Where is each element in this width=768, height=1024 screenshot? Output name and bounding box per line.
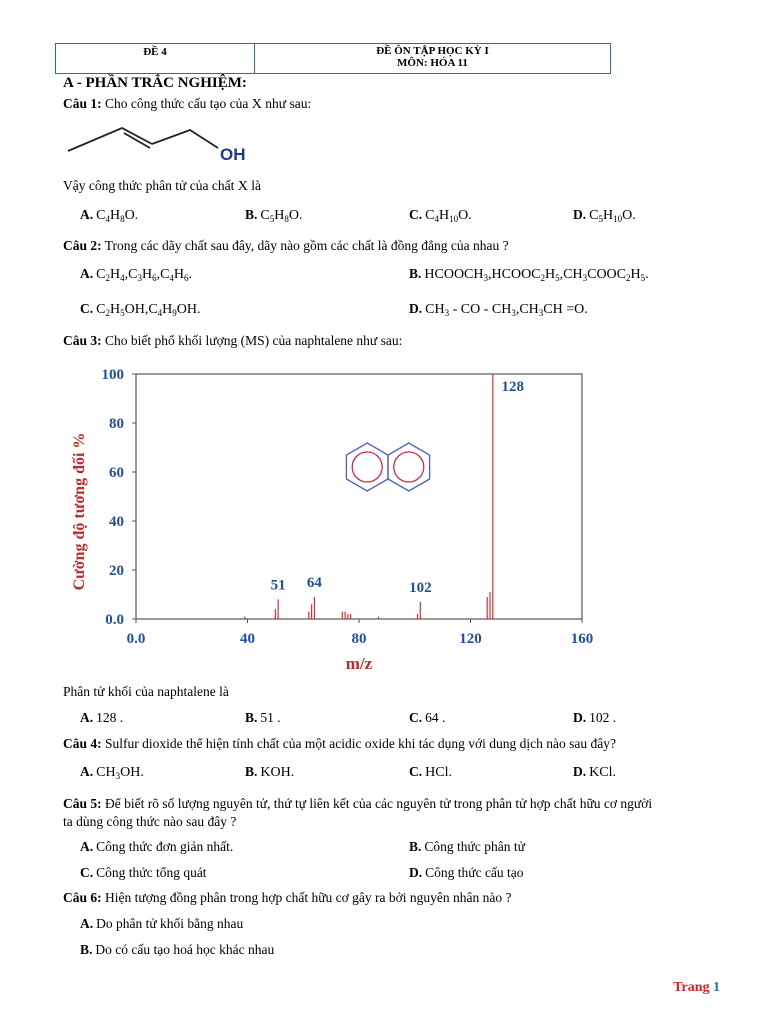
option-label: A. bbox=[80, 764, 94, 779]
footer-label: Trang bbox=[673, 980, 710, 995]
question-2-text: Trong các dãy chất sau đây, dãy nào gồm các chất là đồng đẳng của nhau ? bbox=[104, 238, 509, 253]
naphthalene-circle-left bbox=[352, 452, 382, 482]
q4-option-b[interactable] bbox=[245, 764, 294, 781]
q3-option-a[interactable] bbox=[80, 710, 123, 726]
question-1 bbox=[63, 96, 311, 113]
q3-option-b[interactable] bbox=[245, 710, 281, 726]
q1-option-d[interactable] bbox=[573, 207, 636, 224]
q4-option-a[interactable] bbox=[80, 764, 144, 781]
q1-option-a[interactable] bbox=[80, 207, 138, 224]
option-text: Do có cấu tạo hoá học khác nhau bbox=[95, 942, 275, 957]
question-2-label: Câu 2: bbox=[63, 238, 102, 253]
option-label: C. bbox=[80, 865, 94, 880]
structure-chain-a bbox=[68, 128, 152, 151]
option-text: $C_4H_8O$. bbox=[96, 208, 139, 224]
page-number: 1 bbox=[713, 980, 720, 995]
question-1-line2 bbox=[63, 178, 261, 195]
y-axis-label: Cường độ tương đối % bbox=[71, 432, 88, 591]
option-text: HCl. bbox=[425, 765, 452, 780]
y-tick-label: 20 bbox=[109, 563, 124, 579]
q4-option-d[interactable] bbox=[573, 764, 616, 781]
option-label: D. bbox=[409, 301, 423, 316]
question-1-var2: X bbox=[237, 179, 248, 194]
option-text: $C_5H_{10}O$. bbox=[589, 208, 636, 224]
option-label: C. bbox=[409, 710, 423, 725]
q5-option-a[interactable] bbox=[80, 839, 233, 855]
question-1-label: Câu 1: bbox=[63, 96, 102, 111]
q3-option-d[interactable] bbox=[573, 710, 616, 726]
question-1-text2-end: là bbox=[251, 178, 261, 193]
option-text: KOH. bbox=[260, 765, 295, 780]
option-text: 64 . bbox=[425, 710, 446, 725]
question-1-text2: Vậy công thức phân tử của chất bbox=[63, 178, 235, 193]
option-text: Công thức phân tử bbox=[424, 839, 525, 854]
question-4-text: Sulfur dioxide thể hiện tính chất của một acidic oxide khi tác dụng với dung dịch nào sau đây? bbox=[105, 736, 617, 751]
q4-option-c[interactable] bbox=[409, 764, 452, 781]
question-1-text-end: như sau: bbox=[265, 96, 312, 111]
option-label: C. bbox=[80, 301, 94, 316]
question-1-text: Cho công thức cấu tạo của bbox=[105, 96, 249, 111]
question-5-text: Để biết rõ số lượng nguyên tử, thứ tự liên kết của các nguyên tử trong phân tử hợp chất hữu cơ người bbox=[105, 796, 653, 811]
q6-option-a[interactable] bbox=[80, 916, 243, 932]
option-label: C. bbox=[409, 207, 423, 222]
y-tick-label: 0.0 bbox=[105, 612, 124, 628]
option-text: $CH_3$ - CO - $CH_3,CH_3CH =O$. bbox=[425, 302, 588, 318]
x-tick-label: 160 bbox=[570, 631, 594, 647]
y-tick-label: 40 bbox=[109, 514, 124, 530]
option-label: D. bbox=[573, 710, 587, 725]
question-3 bbox=[63, 333, 402, 349]
q2-option-a[interactable] bbox=[80, 266, 192, 283]
exam-title-line1: ĐỀ ÔN TẬP HỌC KỲ I bbox=[376, 45, 489, 57]
peak-label: 128 bbox=[501, 379, 525, 396]
option-text: $C_5H_8O$. bbox=[260, 208, 303, 224]
option-label: A. bbox=[80, 916, 94, 931]
question-2 bbox=[63, 238, 509, 254]
option-text: Công thức đơn giản nhất. bbox=[96, 839, 234, 854]
x-tick-label: 0.0 bbox=[126, 631, 146, 647]
question-1-var: X bbox=[251, 97, 262, 112]
option-text: $HCOOCH_3,HCOOC_2H_5,CH_3COOC_2H_5$. bbox=[424, 267, 649, 283]
y-tick-label: 100 bbox=[101, 367, 124, 383]
structure-oh-label: OH bbox=[220, 145, 246, 164]
q1-option-b[interactable] bbox=[245, 207, 302, 224]
y-tick-label: 60 bbox=[109, 465, 124, 481]
option-label: D. bbox=[409, 865, 423, 880]
question-3-label: Câu 3: bbox=[63, 333, 102, 348]
exam-subject: MÔN: HÓA 11 bbox=[397, 57, 468, 69]
option-text: KCl. bbox=[589, 765, 616, 780]
question-6-text: Hiện tượng đồng phân trong hợp chất hữu cơ gây ra bởi nguyên nhân nào ? bbox=[105, 890, 512, 905]
question-3-text: Cho biết phổ khối lượng (MS) của naphtalene như sau: bbox=[105, 333, 403, 348]
structure-formula bbox=[64, 118, 264, 168]
option-label: D. bbox=[573, 764, 587, 779]
option-label: B. bbox=[409, 266, 422, 281]
option-text: $C_2H_5OH,C_4H_9OH$. bbox=[96, 302, 201, 318]
option-label: A. bbox=[80, 207, 94, 222]
mass-spectrum-chart bbox=[62, 362, 622, 674]
q2-option-d[interactable] bbox=[409, 301, 588, 318]
question-6-label: Câu 6: bbox=[63, 890, 102, 905]
option-text: 51 . bbox=[260, 710, 281, 725]
option-label: B. bbox=[245, 207, 258, 222]
option-text: 102 . bbox=[589, 710, 617, 725]
q3-option-c[interactable] bbox=[409, 710, 445, 726]
option-label: D. bbox=[573, 207, 587, 222]
naphthalene-circle-right bbox=[394, 452, 424, 482]
peak-label: 64 bbox=[306, 574, 322, 591]
option-label: A. bbox=[80, 710, 94, 725]
option-text: Do phân tử khối bằng nhau bbox=[96, 916, 244, 931]
option-text: Công thức cấu tạo bbox=[425, 865, 524, 880]
structure-chain-b bbox=[152, 130, 218, 148]
option-text: $C_2H_4,C_3H_6,C_4H_6$. bbox=[96, 267, 193, 283]
question-4-label: Câu 4: bbox=[63, 736, 102, 751]
question-3-prompt: Phân tử khối của naphtalene là bbox=[63, 684, 229, 699]
option-label: A. bbox=[80, 266, 94, 281]
q5-option-d[interactable] bbox=[409, 865, 524, 881]
q5-option-c[interactable] bbox=[80, 865, 207, 881]
question-4 bbox=[63, 736, 616, 752]
option-label: B. bbox=[409, 839, 422, 854]
question-5-label: Câu 5: bbox=[63, 796, 102, 811]
question-5 bbox=[63, 796, 652, 812]
question-5-line2: ta dùng công thức nào sau đây ? bbox=[63, 814, 237, 829]
q1-option-c[interactable] bbox=[409, 207, 472, 224]
y-tick-label: 80 bbox=[109, 416, 124, 432]
q5-option-b[interactable] bbox=[409, 839, 525, 855]
q2-option-b[interactable] bbox=[409, 266, 649, 283]
section-title: A - PHẦN TRẮC NGHIỆM: bbox=[63, 75, 247, 91]
option-label: B. bbox=[245, 710, 258, 725]
option-label: A. bbox=[80, 839, 94, 854]
exam-header bbox=[55, 43, 611, 74]
question-6 bbox=[63, 890, 512, 906]
exam-number: ĐỀ 4 bbox=[56, 44, 255, 73]
x-tick-label: 120 bbox=[459, 631, 482, 647]
page-footer bbox=[673, 980, 720, 996]
peak-label: 51 bbox=[270, 577, 286, 594]
x-tick-label: 80 bbox=[351, 631, 367, 647]
option-text: Công thức tổng quát bbox=[96, 865, 207, 880]
option-text: $C_4H_{10}O$. bbox=[425, 208, 472, 224]
option-label: B. bbox=[80, 942, 93, 957]
q2-option-c[interactable] bbox=[80, 301, 201, 318]
chart-frame bbox=[136, 374, 582, 619]
option-label: C. bbox=[409, 764, 423, 779]
x-axis-label: m/z bbox=[345, 654, 373, 673]
option-text: $CH_3OH$. bbox=[96, 765, 144, 781]
q6-option-b[interactable] bbox=[80, 942, 274, 958]
option-text: 128 . bbox=[96, 710, 124, 725]
x-tick-label: 40 bbox=[240, 631, 255, 647]
exam-title bbox=[255, 44, 610, 73]
peak-label: 102 bbox=[409, 579, 432, 596]
option-label: B. bbox=[245, 764, 258, 779]
